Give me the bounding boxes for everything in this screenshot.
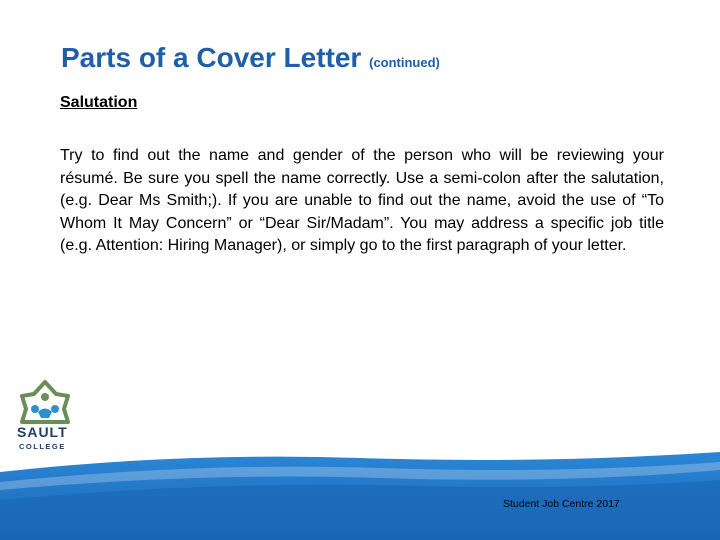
section-heading: Salutation — [60, 94, 138, 111]
slide-title — [61, 40, 440, 81]
slide-title-main: Parts of a Cover Letter — [61, 42, 362, 73]
footer-label: Student Job Centre 2017 — [503, 498, 620, 510]
slide-title-suffix: (continued) — [369, 55, 440, 70]
logo-word-sault: SAULT — [17, 424, 68, 440]
body-paragraph: Try to find out the name and gender of the person who will be reviewing your résumé. Be sure you spell the name correctly. Use a semi-colon after the salutation, (e.g. Dear Ms Smith;). If you are unable to find out the name, avoid the use of “To Whom It May Concern” or “Dear Sir/Madam”. You may address a specific job title (e.g. Attention: Hiring Manager), or simply go to the first paragraph of your letter. — [60, 147, 664, 254]
logo-word-college: COLLEGE — [19, 442, 66, 451]
footer-wave-band — [0, 450, 720, 540]
